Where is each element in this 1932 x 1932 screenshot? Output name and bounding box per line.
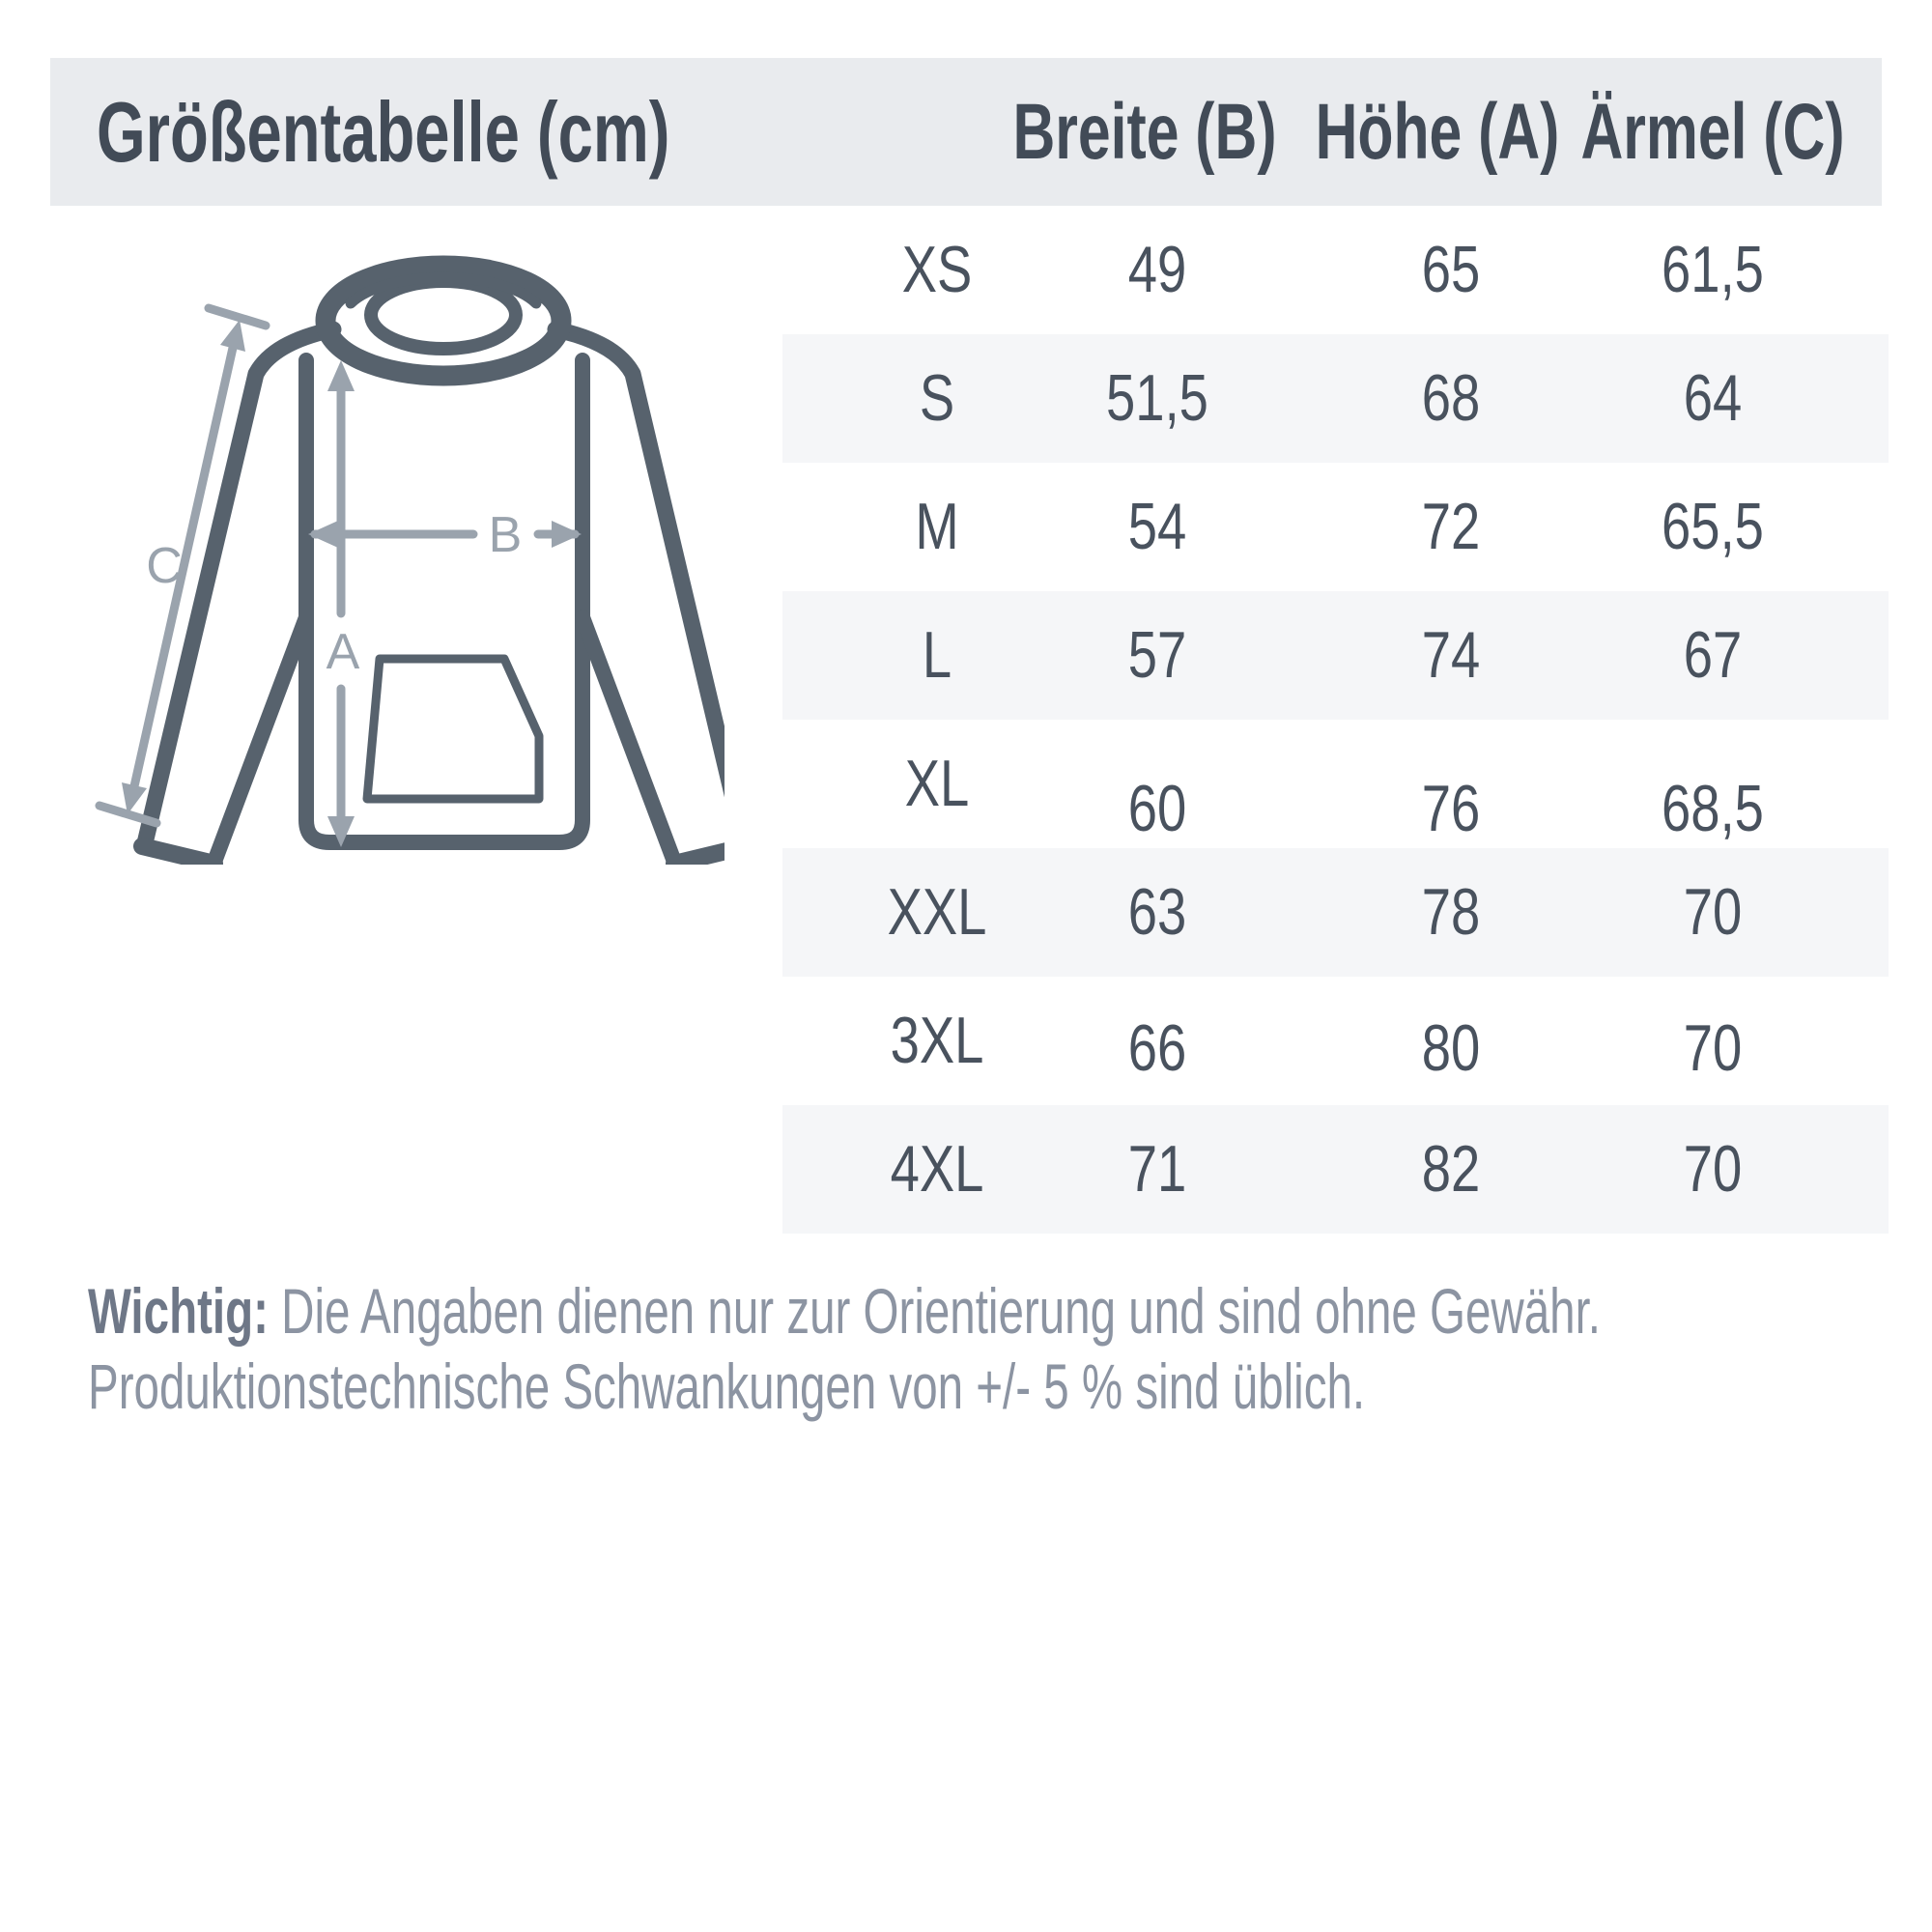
cell-aermel: 68,5 <box>1662 772 1764 845</box>
cell-size: XS <box>901 233 973 306</box>
table-row <box>782 206 1889 334</box>
cell-hoehe: 68 <box>1421 361 1481 435</box>
cell-breite: 57 <box>1127 618 1187 692</box>
hood-inner <box>371 281 516 349</box>
size-chart-header <box>50 58 1882 206</box>
arrowhead-c-up <box>220 320 245 352</box>
cell-size: XXL <box>887 875 987 949</box>
table-row <box>782 591 1889 720</box>
cell-hoehe: 65 <box>1421 233 1481 306</box>
disclaimer-note <box>88 1273 1601 1424</box>
size-table-body <box>782 206 1889 1234</box>
column-header-breite: Breite (B) <box>1012 87 1277 176</box>
cell-size: 3XL <box>890 1004 984 1077</box>
kangaroo-pocket <box>367 659 539 799</box>
cell-breite: 66 <box>1127 1011 1187 1085</box>
cell-aermel: 70 <box>1683 875 1743 949</box>
cell-aermel: 67 <box>1683 618 1743 692</box>
cell-hoehe: 78 <box>1421 875 1481 949</box>
column-header-aermel: Ärmel (C) <box>1580 87 1845 176</box>
cell-size: L <box>922 618 952 692</box>
table-row <box>782 977 1889 1105</box>
column-header-hoehe: Höhe (A) <box>1315 87 1560 176</box>
cell-aermel: 61,5 <box>1662 233 1764 306</box>
cell-breite: 54 <box>1127 490 1187 563</box>
cell-hoehe: 72 <box>1421 490 1481 563</box>
cell-breite: 60 <box>1127 772 1187 845</box>
disclaimer-line-2: Produktionstechnische Schwankungen von +/- 5 % sind üblich. <box>88 1350 1366 1422</box>
hoodie-diagram-svg <box>68 227 724 865</box>
cell-hoehe: 80 <box>1421 1011 1481 1085</box>
label-b: B <box>488 507 523 563</box>
cell-hoehe: 74 <box>1421 618 1481 692</box>
left-cuff <box>142 846 214 864</box>
table-row <box>782 463 1889 591</box>
cell-size: M <box>915 490 959 563</box>
arrowheads <box>122 320 582 847</box>
table-row <box>782 334 1889 463</box>
cell-breite: 71 <box>1127 1132 1187 1206</box>
cell-aermel: 65,5 <box>1662 490 1764 563</box>
cell-size: XL <box>904 747 970 820</box>
cell-aermel: 70 <box>1683 1132 1743 1206</box>
cell-hoehe: 82 <box>1421 1132 1481 1206</box>
table-row <box>782 848 1889 977</box>
page-title: Größentabelle (cm) <box>97 83 670 180</box>
cell-aermel: 64 <box>1683 361 1743 435</box>
table-row <box>782 1105 1889 1234</box>
cell-breite: 63 <box>1127 875 1187 949</box>
disclaimer-bold-prefix: Wichtig: <box>88 1275 269 1347</box>
cell-size: 4XL <box>890 1132 984 1206</box>
cell-breite: 49 <box>1127 233 1187 306</box>
cell-aermel: 70 <box>1683 1011 1743 1085</box>
cell-size: S <box>919 361 955 435</box>
label-c: C <box>146 538 183 594</box>
disclaimer-line-1: Wichtig: Die Angaben dienen nur zur Orientierung und sind ohne Gewähr. <box>88 1275 1601 1347</box>
cell-breite: 51,5 <box>1106 361 1208 435</box>
cell-hoehe: 76 <box>1421 772 1481 845</box>
table-row <box>782 720 1889 848</box>
label-a: A <box>326 624 360 680</box>
hoodie-measurement-diagram <box>68 227 724 865</box>
